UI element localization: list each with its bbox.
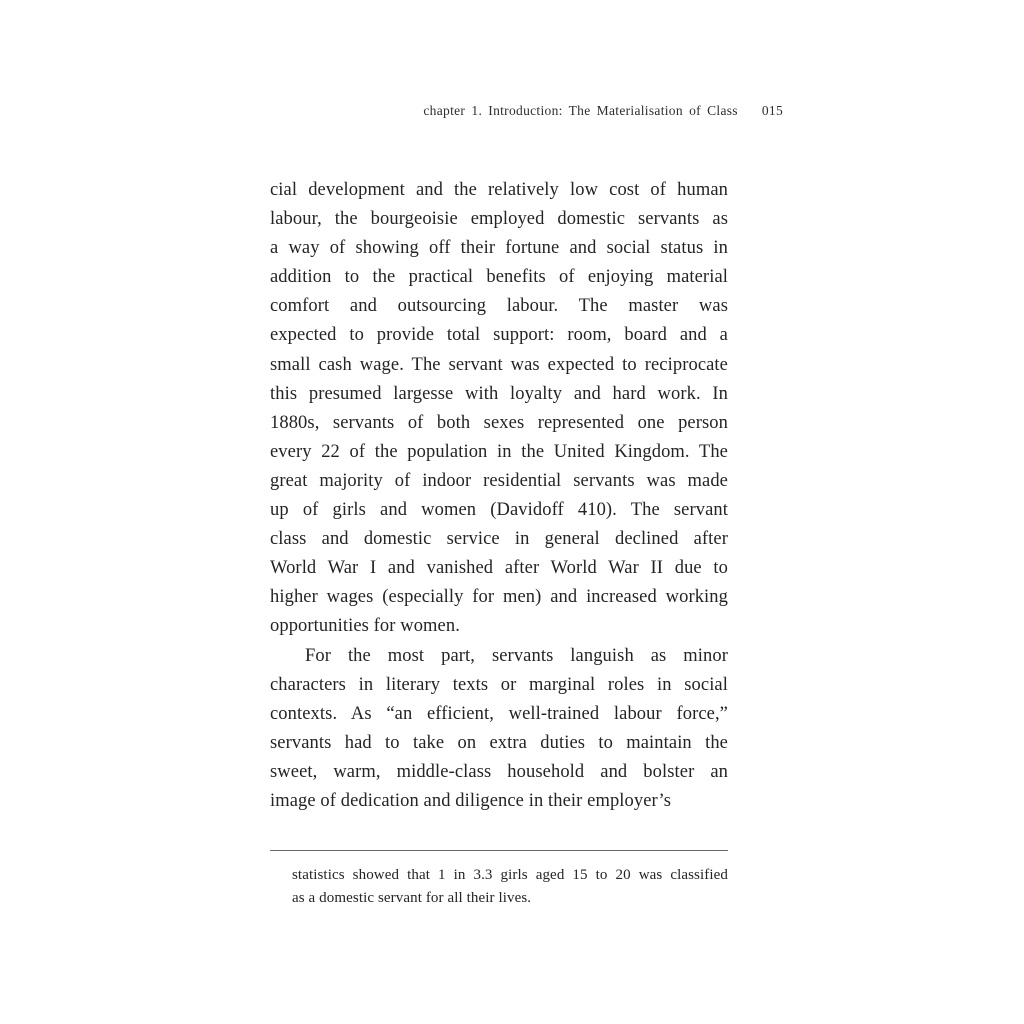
paragraph — [270, 176, 728, 642]
page-number: 015 — [761, 103, 783, 118]
text-line: addition to the practical benefits of enjoying material — [270, 267, 728, 288]
text-line: class and domestic service in general declined after — [270, 529, 728, 550]
chapter-title: chapter 1. Introduction: The Materialisation of Class — [423, 103, 738, 118]
text-line: contexts. As “an efficient, well-trained labour force,” — [270, 703, 728, 724]
text-line: comfort and outsourcing labour. The master was — [270, 296, 728, 317]
text-line: every 22 of the population in the United Kingdom. The — [270, 441, 728, 462]
text-line: this presumed largesse with loyalty and hard work. In — [270, 383, 728, 404]
text-line: For the most part, servants languish as minor — [305, 645, 728, 666]
text-line: small cash wage. The servant was expected to reciprocate — [270, 354, 728, 375]
text-line: servants had to take on extra duties to maintain the — [270, 732, 728, 753]
text-line: labour, the bourgeoisie employed domestic servants as — [270, 209, 728, 230]
text-line: 1880s, servants of both sexes represented one person — [270, 412, 728, 433]
text-line: image of dedication and diligence in their employer’s — [270, 790, 672, 811]
text-line: great majority of indoor residential servants was made — [270, 470, 728, 491]
text-line: World War I and vanished after World War II due to — [270, 558, 728, 579]
text-line: a way of showing off their fortune and social status in — [270, 238, 728, 259]
body-text — [270, 176, 728, 816]
footnote-line: statistics showed that 1 in 3.3 girls aged 15 to 20 was classified — [292, 867, 728, 883]
running-header — [423, 103, 783, 119]
paragraph — [270, 642, 728, 817]
text-line: opportunities for women. — [270, 616, 460, 637]
footnote-rule — [270, 850, 728, 851]
footnote — [292, 864, 728, 909]
text-line: higher wages (especially for men) and increased working — [270, 587, 728, 608]
text-line: expected to provide total support: room, board and a — [270, 325, 728, 346]
text-line: cial development and the relatively low cost of human — [270, 180, 728, 200]
text-line: characters in literary texts or marginal roles in social — [270, 674, 728, 695]
text-line: sweet, warm, middle-class household and bolster an — [270, 761, 728, 782]
footnote-line: as a domestic servant for all their lives. — [292, 889, 532, 906]
text-line: up of girls and women (Davidoff 410). The servant — [270, 500, 728, 521]
